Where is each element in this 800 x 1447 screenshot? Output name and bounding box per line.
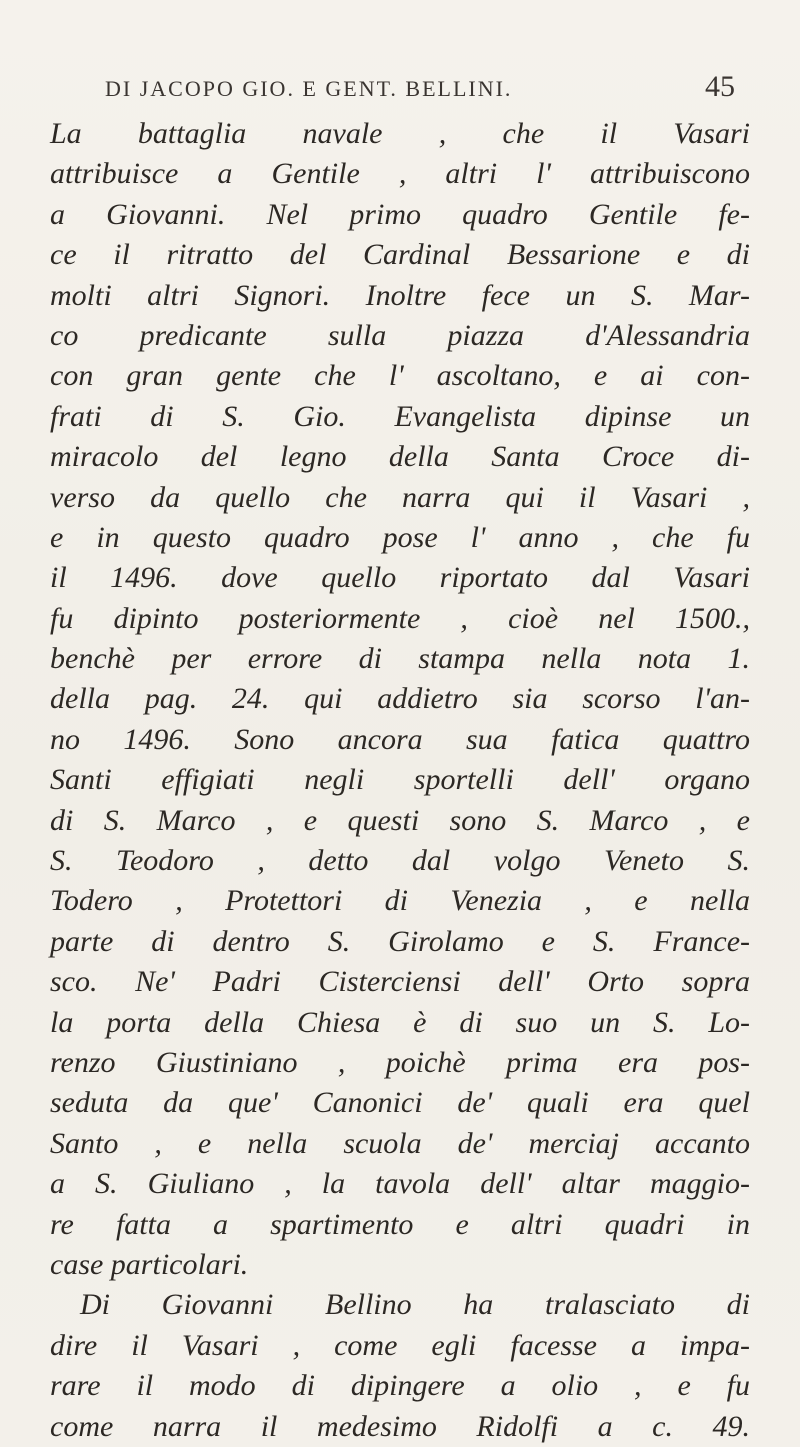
text-line: no 1496. Sono ancora sua fatica quattro [50,722,750,756]
text-line: a Giovanni. Nel primo quadro Gentile fe- [50,197,750,231]
text-line: frati di S. Gio. Evangelista dipinse un [50,399,750,433]
text-line: con gran gente che l' ascoltano, e ai con- [50,359,750,393]
text-line: Todero , Protettori di Venezia , e nella [50,884,750,918]
text-line: seduta da que' Canonici de' quali era quel [50,1086,750,1120]
running-head-title: DI JACOPO GIO. E GENT. BELLINI. [105,76,513,101]
text-line: come narra il medesimo Ridolfi a c. 49. [50,1409,750,1443]
text-line: Di Giovanni Bellino ha tralasciato di [80,1288,750,1322]
text-line: il 1496. dove quello riportato dal Vasari [50,561,750,595]
text-line: fu dipinto posteriormente , cioè nel 1500., [50,601,750,635]
text-line: di S. Marco , e questi sono S. Marco , e [50,803,750,837]
text-line: La battaglia navale , che il Vasari [50,117,750,150]
text-line: case particolari. [50,1247,249,1281]
running-head [105,70,735,116]
page-number: 45 [705,70,735,103]
text-line: verso da quello che narra qui il Vasari , [50,480,750,514]
text-line: S. Teodoro , detto dal volgo Veneto S. [50,844,750,878]
text-line: parte di dentro S. Girolamo e S. France- [50,924,750,958]
text-line: Santo , e nella scuola de' merciaj accanto [50,1126,750,1160]
text-line: la porta della Chiesa è di suo un S. Lo- [50,1005,750,1039]
text-line: miracolo del legno della Santa Croce di- [50,440,750,474]
text-line: sco. Ne' Padri Cisterciensi dell' Orto sopra [50,965,750,999]
text-line: della pag. 24. qui addietro sia scorso l'an- [50,682,750,716]
text-line: renzo Giustiniano , poichè prima era pos- [50,1045,750,1079]
text-line: e in questo quadro pose l' anno , che fu [50,520,750,554]
body-text [50,114,750,1447]
text-line: re fatta a spartimento e altri quadri in [50,1207,750,1241]
text-line: co predicante sulla piazza d'Alessandria [50,318,750,352]
text-line: molti altri Signori. Inoltre fece un S. Mar- [50,278,750,312]
text-line: benchè per errore di stampa nella nota 1. [50,642,750,676]
text-line: a S. Giuliano , la tavola dell' altar maggio- [50,1167,750,1201]
text-line: ce il ritratto del Cardinal Bessarione e di [50,238,750,272]
text-line: attribuisce a Gentile , altri l' attribuiscono [50,157,750,191]
text-line: dire il Vasari , come egli facesse a impa- [50,1328,750,1362]
text-line: Santi effigiati negli sportelli dell' organo [50,763,750,797]
text-line: rare il modo di dipingere a olio , e fu [50,1369,750,1403]
